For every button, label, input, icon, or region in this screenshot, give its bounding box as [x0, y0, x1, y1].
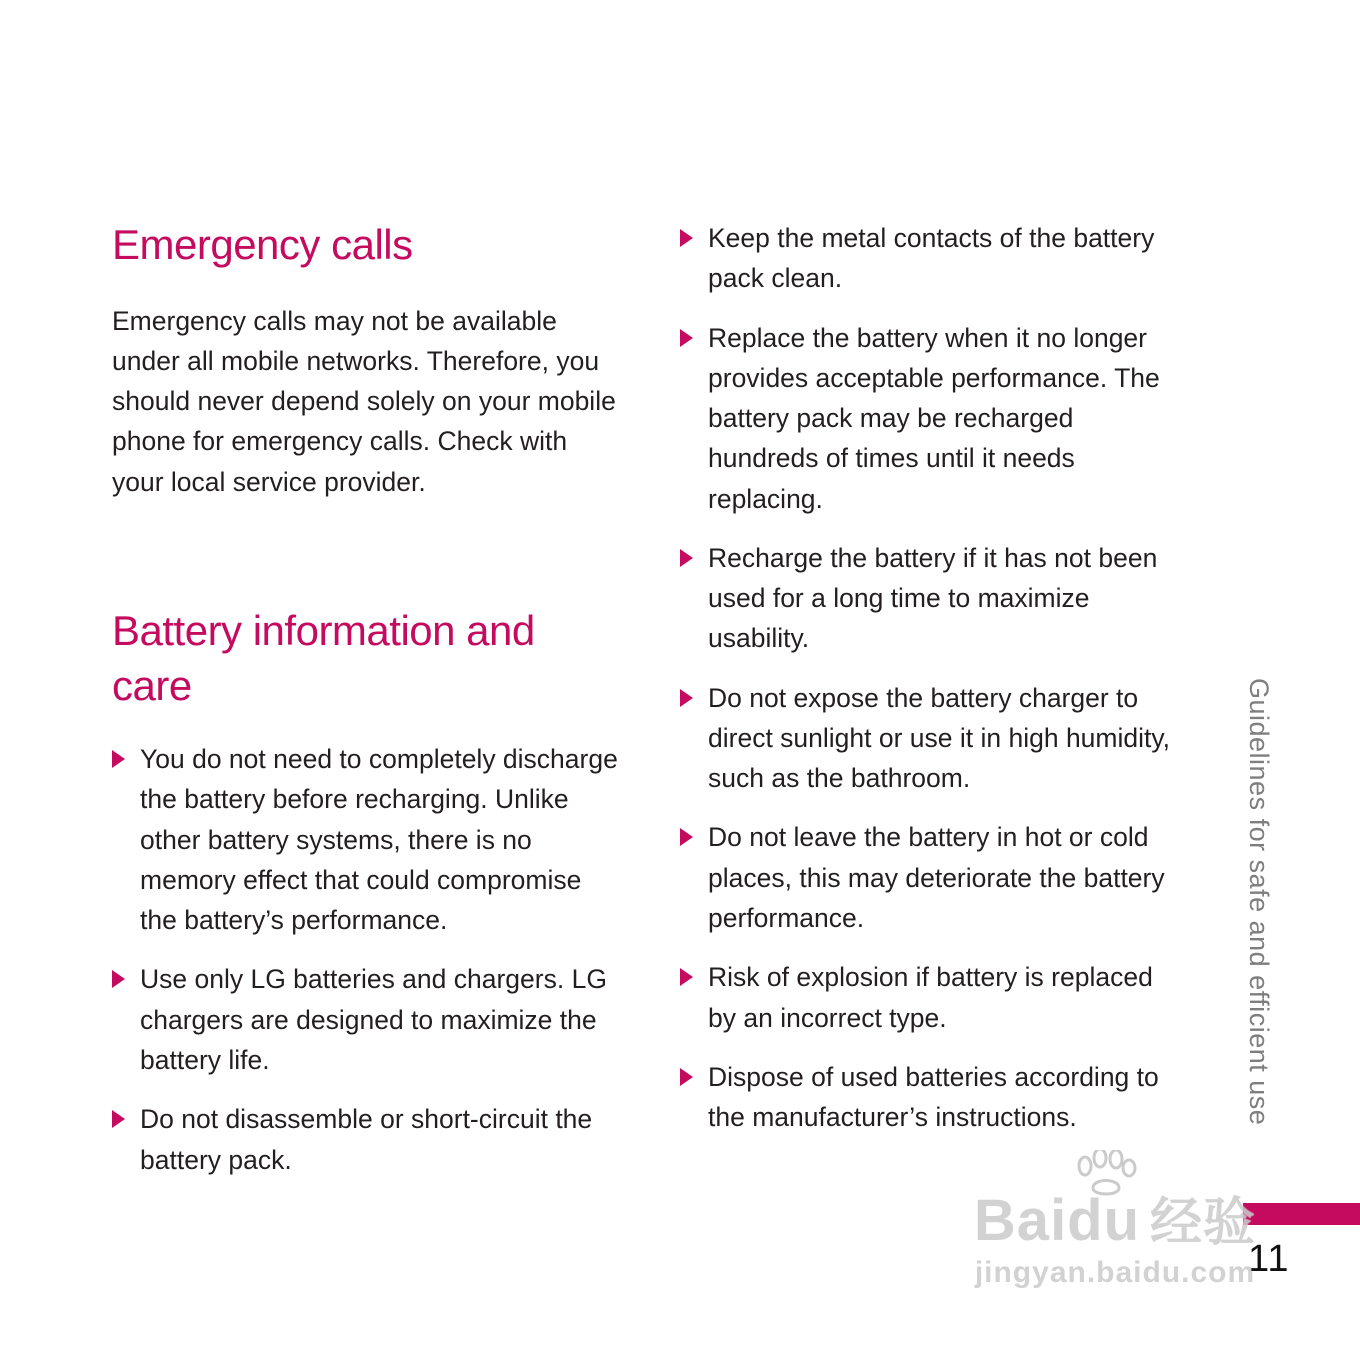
watermark-brand-row: [955, 1188, 1275, 1253]
bullet-item: [680, 538, 1180, 659]
bullet-item: [680, 218, 1180, 299]
corner-accent-bar: [1243, 1203, 1360, 1225]
bullet-item: [680, 678, 1180, 799]
bullet-item: [680, 817, 1180, 938]
bullet-item: [680, 957, 1180, 1038]
bullet-item: [112, 1099, 624, 1180]
battery-info-bullet-list: [112, 739, 624, 1180]
bullet-triangle-icon: [680, 329, 693, 347]
left-column: [112, 218, 624, 1199]
bullet-text: Do not leave the battery in hot or cold places, this may deteriorate the battery performance.: [708, 822, 1165, 933]
emergency-calls-paragraph: Emergency calls may not be available under all mobile networks. Therefore, you should never depend solely on your mobile phone for emergency calls. Check with your local service provider.: [112, 305, 616, 497]
battery-info-bullet-list-continued: [680, 218, 1180, 1137]
bullet-text: Do not expose the battery charger to direct sunlight or use it in high humidity, such as the bathroom.: [708, 682, 1171, 794]
bullet-triangle-icon: [680, 828, 693, 846]
baidu-paw-icon: [1073, 1150, 1139, 1198]
watermark-brand: Baidu: [973, 1188, 1141, 1253]
bullet-text: Replace the battery when it no longer provides acceptable performance. The battery pack may be recharged hundreds of times until it needs replacing.: [708, 322, 1160, 514]
bullet-triangle-icon: [112, 970, 125, 988]
bullet-triangle-icon: [680, 549, 693, 567]
bullet-item: [112, 739, 624, 940]
bullet-triangle-icon: [112, 750, 125, 768]
watermark-brand-suffix: 经验: [1150, 1194, 1257, 1252]
bullet-triangle-icon: [680, 1068, 693, 1086]
bullet-text: Use only LG batteries and chargers. LG chargers are designed to maximize the battery life.: [140, 964, 607, 1075]
bullet-text: Keep the metal contacts of the battery pack clean.: [708, 223, 1155, 294]
baidu-watermark: [955, 1150, 1275, 1290]
bullet-text: Do not disassemble or short-circuit the battery pack.: [140, 1104, 593, 1175]
page-number: 11: [1248, 1238, 1290, 1280]
bullet-item: [680, 318, 1180, 519]
bullet-triangle-icon: [680, 689, 693, 707]
bullet-text: Risk of explosion if battery is replaced by an incorrect type.: [708, 962, 1153, 1033]
bullet-triangle-icon: [680, 968, 693, 986]
bullet-item: [112, 959, 624, 1080]
section-title-battery-information: Battery information and care: [112, 606, 535, 709]
bullet-triangle-icon: [112, 1110, 125, 1128]
section-title-emergency-calls: Emergency calls: [112, 221, 413, 268]
bullet-text: You do not need to completely discharge the battery before recharging. Unlike other battery systems, there is no memory effect that could compromise the battery’s performance.: [140, 744, 618, 936]
bullet-text: Recharge the battery if it has not been used for a long time to maximize usability.: [708, 542, 1158, 654]
bullet-item: [680, 1057, 1180, 1138]
bullet-triangle-icon: [680, 229, 693, 247]
right-column: [680, 218, 1180, 1156]
watermark-url: jingyan.baidu.com: [974, 1256, 1256, 1289]
chapter-vertical-label: Guidelines for safe and efficient use: [1244, 678, 1274, 1126]
bullet-text: Dispose of used batteries according to the manufacturer’s instructions.: [708, 1061, 1159, 1133]
